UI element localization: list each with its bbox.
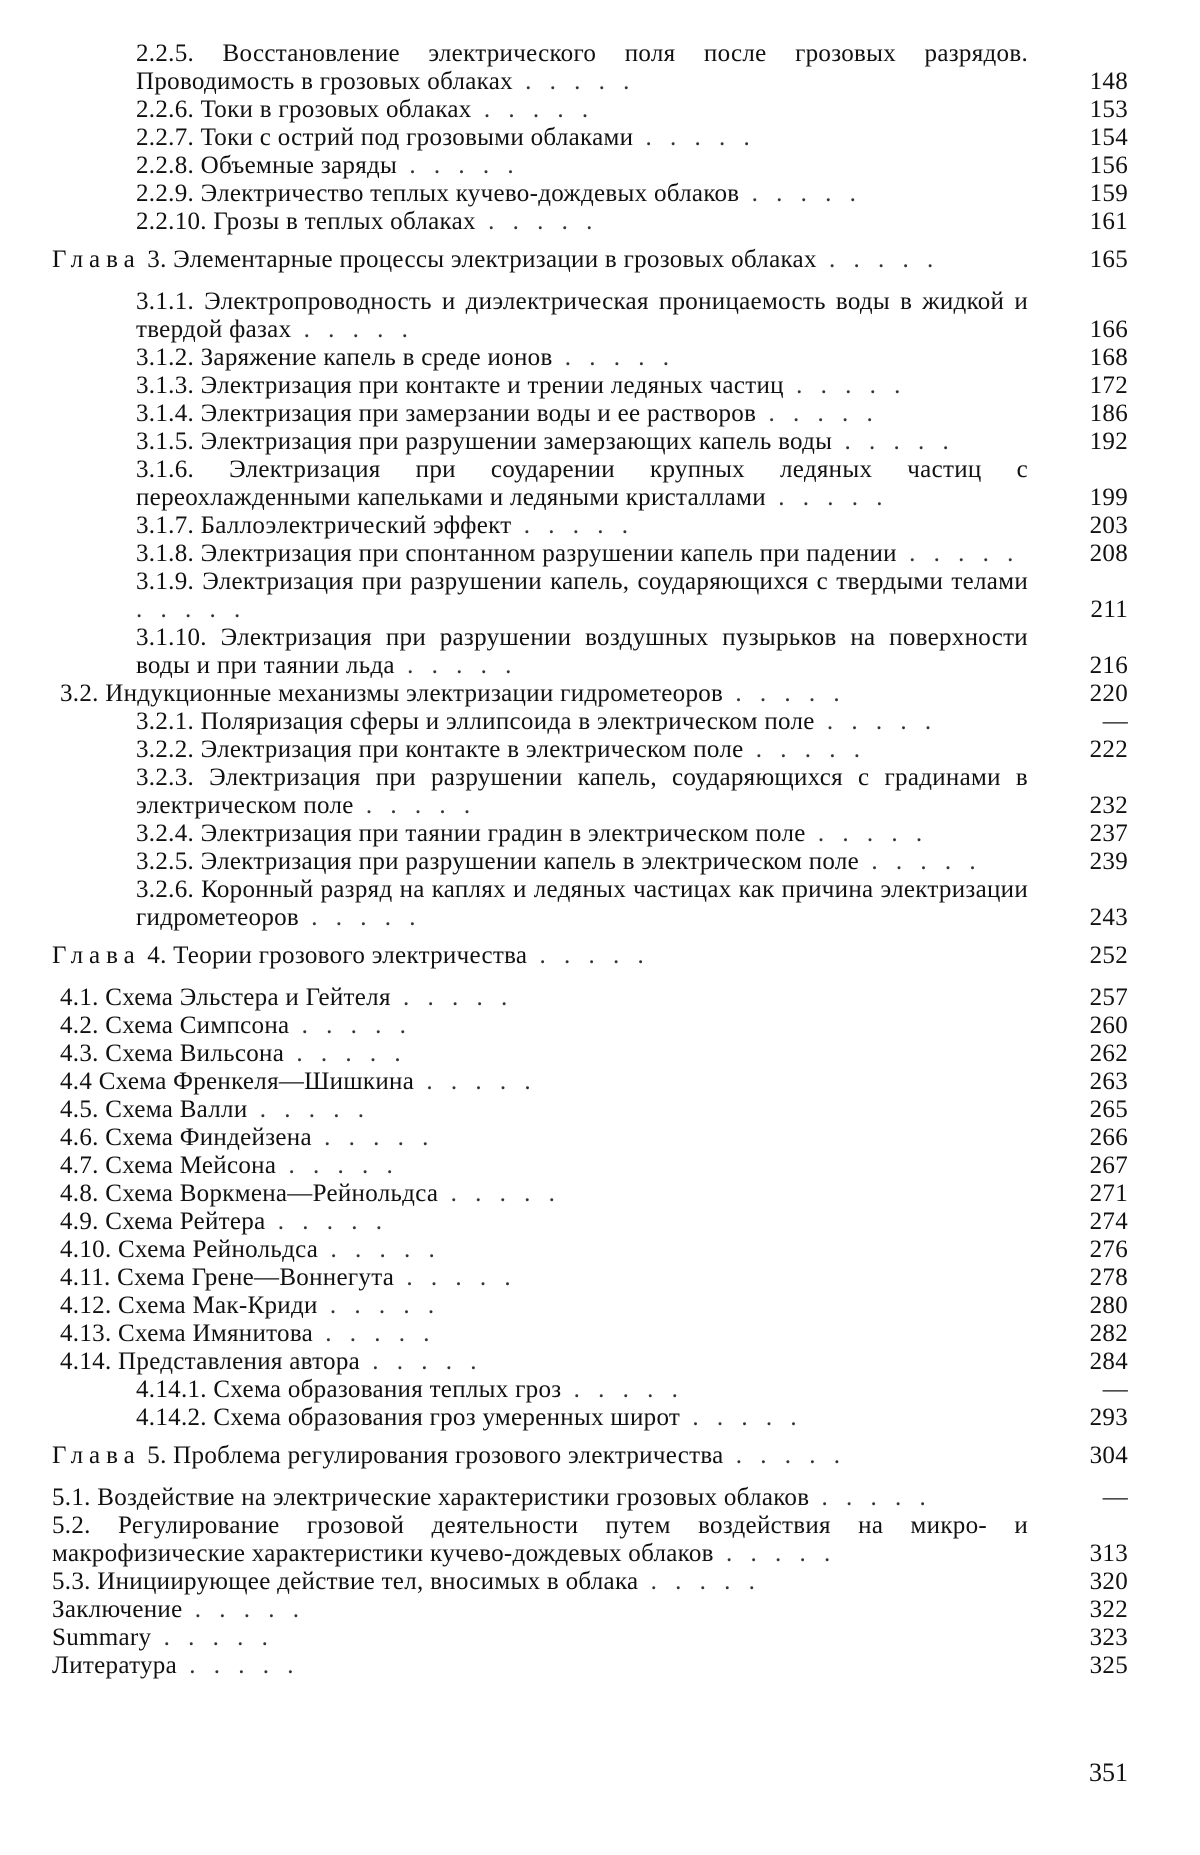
leader-dots: . . . . . (313, 1320, 436, 1347)
entry-page-number: 313 (1089, 1540, 1128, 1567)
leader-dots: . . . . . (723, 680, 846, 707)
leader-dots: . . . . . (511, 512, 635, 539)
entry-page-number: 260 (1089, 1012, 1128, 1039)
toc-entry (0, 288, 1200, 344)
entry-page-number: 148 (1089, 68, 1128, 95)
entry-page-number: 267 (1089, 1152, 1128, 1179)
entry-title: 3.1.10. Электризация при разрушении воздушных пузырьков на поверхности воды и при таянии льда (136, 624, 1028, 679)
entry-title: 3.1.9. Электризация при разрушении капель, соударяющихся с твердыми телами (136, 568, 1028, 595)
entry-title: 3.1.6. Электризация при соударении крупных ледяных частиц с переохлажденными капельками и ледяными кристаллами (136, 456, 1028, 511)
leader-dots: . . . . . (783, 372, 907, 399)
entry-title: 3.1.5. Электризация при разрушении замерзающих капель воды (136, 428, 833, 455)
entry-title: 3.2.3. Электризация при разрушении капель, соударяющихся с градинами в электрическом поле (136, 764, 1028, 819)
entry-page-number: 161 (1089, 208, 1128, 235)
entry-title: 2.2.10. Грозы в теплых облаках (136, 208, 476, 235)
toc-entry (0, 512, 1200, 540)
leader-dots: . . . . . (136, 596, 247, 623)
entry-page-number: 153 (1089, 96, 1128, 123)
toc-entry (0, 1096, 1200, 1124)
leader-dots: . . . . . (633, 124, 756, 151)
toc-entry (0, 1040, 1200, 1068)
toc-entry (0, 1208, 1200, 1236)
entry-title: Заключение (52, 1596, 183, 1623)
toc-entry (0, 1180, 1200, 1208)
entry-title: 3.1.4. Электризация при замерзании воды и ее растворов (136, 400, 757, 427)
entry-page-number: 252 (1089, 942, 1128, 969)
toc-entry (0, 1264, 1200, 1292)
entry-title: 3.2.1. Поляризация сферы и эллипсоида в электрическом поле (136, 708, 815, 735)
entry-title: 2.2.9. Электричество теплых кучево-дождевых облаков (136, 180, 740, 207)
entry-page-number: 322 (1089, 1596, 1128, 1623)
leader-dots: . . . . . (743, 736, 867, 763)
toc-entry (0, 1320, 1200, 1348)
toc-entry (0, 372, 1200, 400)
leader-dots: . . . . . (291, 316, 414, 343)
toc-entry (0, 96, 1200, 124)
entry-title: 3. Элементарные процессы электризации в грозовых облаках (147, 246, 817, 273)
entry-title: 2.2.6. Токи в грозовых облаках (136, 96, 472, 123)
toc-entry (0, 1348, 1200, 1376)
entry-title: 4.1. Схема Эльстера и Гейтеля (60, 984, 391, 1011)
entry-page-number: 222 (1089, 736, 1128, 763)
chapter-label: Глава (52, 246, 141, 273)
leader-dots: . . . . . (552, 344, 676, 371)
entry-page-number: 280 (1089, 1292, 1128, 1319)
leader-dots: . . . . . (247, 1096, 371, 1123)
entry-page-number: 192 (1089, 428, 1128, 455)
entry-title: 2.2.7. Токи с острий под грозовыми облаками (136, 124, 634, 151)
leader-dots: . . . . . (311, 1124, 435, 1151)
entry-title: 3.2.5. Электризация при разрушении капель в электрическом поле (136, 848, 860, 875)
entry-page-number: 282 (1089, 1320, 1128, 1347)
leader-dots: . . . . . (265, 1208, 388, 1235)
entry-page-number: 266 (1089, 1124, 1128, 1151)
leader-dots: . . . . . (394, 652, 518, 679)
entry-page-number: 156 (1089, 152, 1128, 179)
entry-title: 3.1.7. Баллоэлектрический эффект (136, 512, 512, 539)
leader-dots: . . . . . (394, 1264, 517, 1291)
toc-entry (0, 540, 1200, 568)
entry-page-number: 325 (1089, 1652, 1128, 1679)
entry-page-number: 262 (1089, 1040, 1128, 1067)
entry-page-number: 276 (1089, 1236, 1128, 1263)
entry-page-number: 166 (1089, 316, 1128, 343)
leader-dots: . . . . . (756, 400, 879, 427)
entry-title: 3.1.2. Заряжение капель в среде ионов (136, 344, 553, 371)
leader-dots: . . . . . (805, 820, 929, 847)
entry-title: 5. Проблема регулирования грозового электричества (147, 1442, 724, 1469)
toc-entry (0, 984, 1200, 1012)
leader-dots: . . . . . (151, 1624, 274, 1651)
toc-entry (0, 1292, 1200, 1320)
chapter-entry (0, 246, 1200, 274)
entry-title: 3.2.6. Коронный разряд на каплях и ледяных частицах как причина электризации гидрометеоров (136, 876, 1028, 931)
leader-dots: . . . . . (723, 1442, 847, 1469)
entry-page-number: 216 (1089, 652, 1128, 679)
leader-dots: . . . . . (475, 208, 599, 235)
entry-title: 3.1.8. Электризация при спонтанном разрушении капель при падении (136, 540, 897, 567)
leader-dots: . . . . . (390, 984, 514, 1011)
toc-entry (0, 344, 1200, 372)
leader-dots: . . . . . (638, 1568, 761, 1595)
leader-dots: . . . . . (177, 1652, 300, 1679)
entry-page-number: 284 (1089, 1348, 1128, 1375)
toc-entry (0, 400, 1200, 428)
toc-entry (0, 1568, 1200, 1596)
entry-title: 2.2.8. Объемные заряды (136, 152, 398, 179)
entry-page-number: 265 (1089, 1096, 1128, 1123)
entry-title: 4.14. Представления автора (60, 1348, 361, 1375)
leader-dots: . . . . . (527, 942, 650, 969)
entry-page-number: 203 (1089, 512, 1128, 539)
entry-page-number: 239 (1089, 848, 1128, 875)
leader-dots: . . . . . (318, 1236, 441, 1263)
leader-dots: . . . . . (680, 1404, 803, 1431)
leader-dots: . . . . . (353, 792, 477, 819)
entry-title: 4.12. Схема Мак-Криди (60, 1292, 318, 1319)
toc-entry (0, 1068, 1200, 1096)
leader-dots: . . . . . (896, 540, 1020, 567)
entry-page-number: 243 (1089, 904, 1128, 931)
entry-page-number: 159 (1089, 180, 1128, 207)
toc-entry (0, 680, 1200, 708)
toc-entry (0, 876, 1200, 932)
entry-title: 5.1. Воздействие на электрические характеристики грозовых облаков (52, 1484, 810, 1511)
entry-title: 4.8. Схема Воркмена—Рейнольдса (60, 1180, 439, 1207)
entry-title: 4.10. Схема Рейнольдса (60, 1236, 319, 1263)
leader-dots: . . . . . (182, 1596, 305, 1623)
toc-entry (0, 208, 1200, 236)
chapter-label: Глава (52, 1442, 141, 1469)
entry-page-number: 168 (1089, 344, 1128, 371)
leader-dots: . . . . . (397, 152, 520, 179)
entry-page-number: 237 (1089, 820, 1128, 847)
toc-entry (0, 1484, 1200, 1512)
entry-title: 3.2.4. Электризация при таянии градин в электрическом поле (136, 820, 806, 847)
leader-dots: . . . . . (816, 246, 940, 273)
toc-entry (0, 428, 1200, 456)
toc-entry (0, 568, 1200, 624)
entry-page-number: 172 (1089, 372, 1128, 399)
entry-page-number: 304 (1089, 1442, 1128, 1469)
entry-title: 3.1.3. Электризация при контакте и трении ледяных частиц (136, 372, 784, 399)
toc-entry (0, 1596, 1200, 1624)
entry-title: 4.5. Схема Валли (60, 1096, 248, 1123)
entry-title: Summary (52, 1624, 152, 1651)
entry-title: Литература (52, 1652, 177, 1679)
entry-page-number: 320 (1089, 1568, 1128, 1595)
entry-page-number: 199 (1089, 484, 1128, 511)
leader-dots: . . . . . (360, 1348, 483, 1375)
entry-title: 4.3. Схема Вильсона (60, 1040, 285, 1067)
chapter-entry (0, 942, 1200, 970)
toc-entry (0, 1404, 1200, 1432)
leader-dots: . . . . . (739, 180, 862, 207)
toc-entry (0, 180, 1200, 208)
toc-entry (0, 820, 1200, 848)
entry-page-number: — (1102, 1376, 1128, 1403)
entry-title: 4.2. Схема Симпсона (60, 1012, 290, 1039)
toc-entry (0, 1624, 1200, 1652)
entry-title: 5.2. Регулирование грозовой деятельности путем воздействия на микро- и макрофизические характеристики кучево-дождевых облаков (52, 1512, 1028, 1567)
entry-page-number: 278 (1089, 1264, 1128, 1291)
toc-entry (0, 764, 1200, 820)
entry-page-number: 220 (1089, 680, 1128, 707)
leader-dots: . . . . . (859, 848, 982, 875)
entry-page-number: — (1102, 1484, 1128, 1511)
toc-entry (0, 456, 1200, 512)
entry-title: 4.4 Схема Френкеля—Шишкина (60, 1068, 415, 1095)
entry-page-number: 257 (1089, 984, 1128, 1011)
leader-dots: . . . . . (317, 1292, 441, 1319)
entry-title: 3.1.1. Электропроводность и диэлектрическая проницаемость воды в жидкой и твердой фазах (136, 288, 1028, 343)
table-of-contents (0, 40, 1200, 1680)
leader-dots: . . . . . (832, 428, 955, 455)
entry-page-number: 271 (1089, 1180, 1128, 1207)
entry-page-number: 211 (1090, 596, 1128, 623)
entry-title: 3.2. Индукционные механизмы электризации гидрометеоров (60, 680, 724, 707)
entry-title: 3.2.2. Электризация при контакте в электрическом поле (136, 736, 744, 763)
toc-entry (0, 1012, 1200, 1040)
entry-title: 4.6. Схема Финдейзена (60, 1124, 312, 1151)
entry-title: 4.14.2. Схема образования гроз умеренных широт (136, 1404, 681, 1431)
leader-dots: . . . . . (809, 1484, 932, 1511)
entry-title: 4. Теории грозового электричества (147, 942, 528, 969)
leader-dots: . . . . . (284, 1040, 407, 1067)
entry-title: 4.11. Схема Грене—Воннегута (60, 1264, 395, 1291)
leader-dots: . . . . . (471, 96, 595, 123)
toc-entry (0, 40, 1200, 96)
toc-entry (0, 708, 1200, 736)
leader-dots: . . . . . (512, 68, 636, 95)
entry-page-number: 165 (1089, 246, 1128, 273)
leader-dots: . . . . . (713, 1540, 837, 1567)
toc-entry (0, 152, 1200, 180)
toc-entry (0, 1376, 1200, 1404)
leader-dots: . . . . . (414, 1068, 537, 1095)
leader-dots: . . . . . (289, 1012, 412, 1039)
entry-page-number: 186 (1089, 400, 1128, 427)
entry-title: 4.9. Схема Рейтера (60, 1208, 266, 1235)
entry-title: 5.3. Инициирующее действие тел, вносимых в облака (52, 1568, 639, 1595)
entry-title: 4.13. Схема Имянитова (60, 1320, 313, 1347)
toc-entry (0, 1152, 1200, 1180)
entry-page-number: 323 (1089, 1624, 1128, 1651)
leader-dots: . . . . . (814, 708, 938, 735)
entry-title: 4.14.1. Схема образования теплых гроз (136, 1376, 562, 1403)
toc-entry (0, 736, 1200, 764)
leader-dots: . . . . . (438, 1180, 561, 1207)
leader-dots: . . . . . (276, 1152, 399, 1179)
leader-dots: . . . . . (765, 484, 889, 511)
entry-page-number: 263 (1089, 1068, 1128, 1095)
entry-page-number: 293 (1089, 1404, 1128, 1431)
toc-entry (0, 1236, 1200, 1264)
leader-dots: . . . . . (299, 904, 422, 931)
toc-entry (0, 124, 1200, 152)
entry-page-number: — (1102, 708, 1128, 735)
entry-page-number: 208 (1089, 540, 1128, 567)
chapter-label: Глава (52, 942, 141, 969)
entry-page-number: 232 (1089, 792, 1128, 819)
toc-entry (0, 1512, 1200, 1568)
entry-title: 2.2.5. Восстановление электрического поля после грозовых разрядов. Проводимость в грозовых облаках (136, 40, 1028, 95)
entry-page-number: 154 (1089, 124, 1128, 151)
chapter-entry (0, 1442, 1200, 1470)
entry-page-number: 274 (1089, 1208, 1128, 1235)
entry-title: 4.7. Схема Мейсона (60, 1152, 277, 1179)
toc-entry (0, 624, 1200, 680)
toc-entry (0, 1652, 1200, 1680)
toc-entry (0, 848, 1200, 876)
toc-entry (0, 1124, 1200, 1152)
leader-dots: . . . . . (561, 1376, 684, 1403)
page-number: 351 (1089, 1758, 1128, 1787)
